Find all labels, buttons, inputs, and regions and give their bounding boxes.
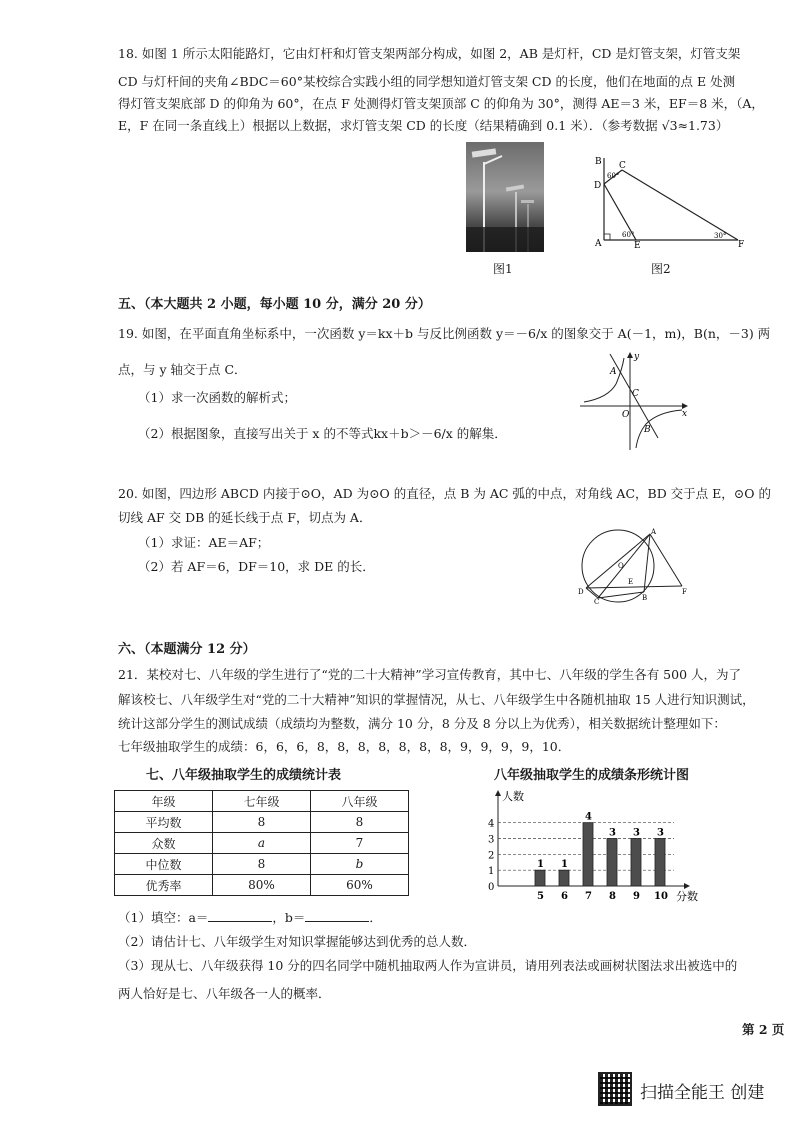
table-cell: 80%	[213, 875, 311, 896]
table-header-row	[115, 791, 409, 812]
chord-DC	[586, 588, 598, 598]
q21-part2: （2）请估计七、八年级学生对知识掌握能够达到优秀的总人数．	[118, 934, 476, 949]
fig20-label-C: C	[594, 598, 600, 604]
section6-title: 六、（本题满分 12 分）	[118, 642, 256, 657]
table-cell: 年级	[115, 791, 213, 812]
bar-value-label: 3	[657, 827, 664, 839]
graph-label-A: A	[610, 367, 617, 377]
table-row	[115, 833, 409, 854]
stats-table-title: 七、八年级抽取学生的成绩统计表	[146, 768, 342, 783]
bar	[631, 839, 641, 887]
table-cell: 8	[213, 812, 311, 833]
graph-label-y: y	[634, 352, 640, 362]
q19-part2: （2）根据图象，直接写出关于 x 的不等式kx＋b＞－6/x 的解集．	[138, 426, 507, 441]
bar	[559, 870, 569, 886]
label-E: E	[634, 241, 641, 248]
table-cell: 60%	[311, 875, 409, 896]
q19-line1: 19. 如图，在平面直角坐标系中，一次函数 y＝kx＋b 与反比例函数 y＝－6/x 的图象交于 A(－1，m)，B(n，－3) 两	[118, 326, 771, 341]
fig20-label-E: E	[628, 578, 634, 586]
x-tick-label: 8	[609, 891, 616, 902]
x-tick-label: 7	[585, 891, 592, 902]
answer-b-blank[interactable]	[305, 909, 369, 922]
bar-chart	[478, 788, 706, 906]
y-tick-label: 4	[488, 818, 495, 830]
q20-line1: 20. 如图，四边形 ABCD 内接于⊙O，AD 为⊙O 的直径，点 B 为 AC 弧的中点，对角线 AC，BD 交于点 E，⊙O 的	[118, 486, 771, 501]
label-C: C	[619, 161, 626, 171]
y-tick-label: 2	[488, 850, 495, 862]
chord-AC	[598, 534, 650, 598]
qr-code-icon	[598, 1072, 632, 1106]
q20-part2: （2）若 AF＝6，DF＝10，求 DE 的长．	[138, 559, 375, 574]
y-tick-label: 0	[488, 882, 495, 893]
section5-title: 五、（本大题共 2 小题，每小题 10 分，满分 20 分）	[118, 297, 431, 312]
fig20-label-A: A	[651, 528, 657, 536]
q18-line2: CD 与灯杆间的夹角∠BDC＝60°某校综合实践小组的同学想知道灯管支架 CD 的长度，他们在地面的点 E 处测	[118, 74, 736, 89]
table-cell: 中位数	[115, 854, 213, 875]
bar-value-label: 3	[633, 827, 640, 839]
graph-label-C: C	[632, 389, 639, 399]
label-A: A	[595, 239, 602, 248]
bar-value-label: 3	[609, 827, 616, 839]
q20-part1: （1）求证：AE＝AF；	[138, 535, 270, 550]
line-CF	[622, 170, 738, 240]
angle-60-bottom: 60°	[622, 231, 635, 239]
y-tick-label: 1	[488, 866, 495, 878]
part1-end: ．	[369, 910, 382, 925]
table-row	[115, 812, 409, 833]
bar	[535, 870, 545, 886]
table-cell: 7	[311, 833, 409, 854]
table-cell: 平均数	[115, 812, 213, 833]
bar-chart-title: 八年级抽取学生的成绩条形统计图	[494, 768, 690, 783]
page-number: 第 2 页	[742, 1022, 785, 1037]
table-cell: 七年级	[213, 791, 311, 812]
figure2-geometry	[592, 154, 752, 248]
bar	[655, 839, 665, 887]
hyperbola-branch-left	[584, 358, 624, 402]
q19-line2: 点，与 y 轴交于点 C．	[118, 362, 247, 377]
q20-circle-figure	[578, 524, 690, 604]
q18-line1: 18. 如图 1 所示太阳能路灯，它由灯杆和灯管支架两部分构成，如图 2，AB 是灯杆，CD 是灯管支架，灯管支架	[118, 46, 741, 61]
bar-value-label: 1	[561, 859, 568, 871]
q21-line2: 解该校七、八年级学生对“党的二十大精神”知识的掌握情况，从七、八年级学生中各随机抽取 15 人进行知识测试，	[118, 692, 755, 707]
y-axis-label: 人数	[502, 790, 524, 803]
q21-part3-line1: （3）现从七、八年级获得 10 分的四名同学中随机抽取两人作为宣讲员，请用列表法或画树状图法求出被选中的	[118, 958, 738, 973]
x-tick-label: 9	[633, 891, 640, 902]
table-row	[115, 875, 409, 896]
q21-line4: 七年级抽取学生的成绩：6，6，6，8，8，8，8，8，8，8，9，9，9，9，10．	[118, 739, 571, 754]
angle-60-top: 60°	[607, 172, 620, 180]
tangent-AF	[650, 534, 682, 586]
fig20-label-F: F	[682, 588, 687, 596]
table-cell: b	[311, 854, 409, 875]
x-axis-arrow	[684, 883, 690, 889]
street-lamp-illustration	[466, 142, 544, 252]
q19-function-graph	[578, 350, 692, 452]
answer-a-blank[interactable]	[208, 909, 272, 922]
x-axis-label: 分数	[676, 890, 698, 903]
hyperbola-branch-right	[636, 410, 682, 448]
bar	[607, 839, 617, 887]
figure2-caption: 图2	[651, 262, 671, 276]
x-tick-label: 5	[537, 891, 544, 902]
q18-line3: 得灯管支架底部 D 的仰角为 60°，在点 F 处测得灯管支架顶部 C 的仰角为 30°，测得 AE＝3 米，EF＝8 米，（A，	[118, 96, 764, 111]
angle-30: 30°	[714, 232, 727, 240]
table-cell: 优秀率	[115, 875, 213, 896]
part1-mid: ，b＝	[272, 910, 306, 925]
q21-line1: 21．某校对七、八年级的学生进行了“党的二十大精神”学习宣传教育，其中七、八年级的学生各有 500 人，为了	[118, 667, 741, 682]
table-row	[115, 854, 409, 875]
graph-label-O: O	[622, 410, 630, 420]
bar-value-label: 4	[585, 811, 592, 823]
table-cell: a	[213, 833, 311, 854]
q19-part1: （1）求一次函数的解析式；	[138, 390, 296, 405]
y-tick-label: 3	[488, 834, 495, 846]
q21-line3: 统计这部分学生的测试成绩（成绩均为整数，满分 10 分，8 分及 8 分以上为优秀），相关数据统计整理如下：	[118, 716, 726, 731]
fig20-label-B: B	[642, 594, 648, 602]
x-tick-label: 6	[561, 891, 568, 902]
table-cell: 8	[213, 854, 311, 875]
graph-label-B: B	[644, 425, 651, 435]
street-lamp-photo	[466, 142, 544, 252]
x-tick-label: 10	[654, 891, 668, 902]
y-axis-arrow	[495, 790, 501, 796]
bar	[583, 823, 593, 886]
table-cell: 众数	[115, 833, 213, 854]
label-F: F	[738, 240, 745, 248]
fig20-label-O: O	[618, 562, 624, 570]
figure1-caption: 图1	[493, 262, 513, 276]
q21-part1	[118, 908, 382, 928]
stats-table	[114, 790, 409, 896]
scanner-watermark: 扫描全能王 创建	[640, 1083, 765, 1103]
diameter-AD	[586, 534, 650, 588]
q18-line4: E，F 在同一条直线上）根据以上数据，求灯管支架 CD 的长度（结果精确到 0.1 米）．（参考数据 √3≈1.73）	[118, 118, 729, 133]
label-B: B	[595, 157, 602, 167]
bar-value-label: 1	[537, 859, 544, 871]
label-D: D	[594, 181, 602, 191]
line-DF	[586, 586, 682, 588]
fig20-label-D: D	[578, 588, 584, 596]
table-cell: 8	[311, 812, 409, 833]
q20-line2: 切线 AF 交 DB 的延长线于点 F，切点为 A．	[118, 510, 372, 525]
part1-prefix: （1）填空：a＝	[118, 910, 209, 925]
q21-part3-line2: 两人恰好是七、八年级各一人的概率．	[118, 986, 331, 1001]
table-cell: 八年级	[311, 791, 409, 812]
graph-label-x: x	[682, 409, 688, 419]
